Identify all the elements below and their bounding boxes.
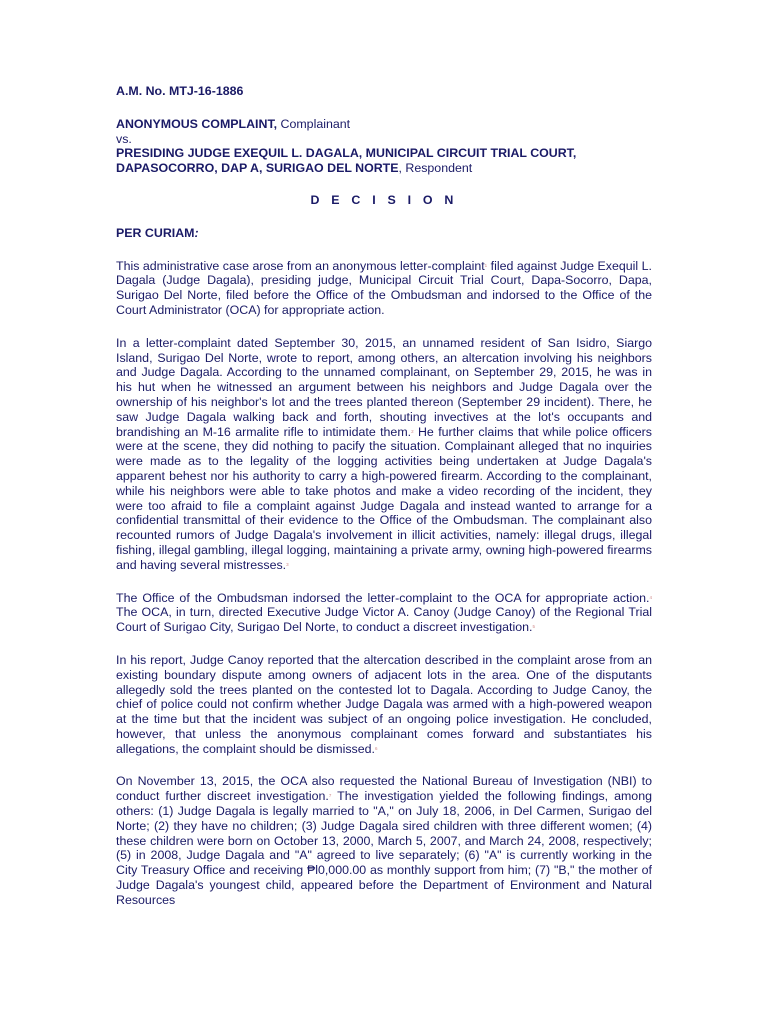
per-curiam-colon: : (194, 225, 199, 240)
body-paragraph (116, 336, 652, 573)
paragraph-text: The investigation yielded the following findings, among others: (1) Judge Dagala is legally married to "A," on July 18, 2006, in Del Carmen, Surigao del Norte; (2) they have no children; (3) Judge Dagala sired children with three different women; (4) these children were born on October 13, 2000, March 5, 2007, and March 24, 2008, respectively; (5) in 2008, Judge Dagala and "A" agreed to live separately; (6) "A" is currently working in the City Treasury Office and receiving ₱l0,000.00 as monthly support from him; (7) "B," the mother of Judge Dagala's youngest child, appeared before the Department of Environment and Natural Resources (116, 789, 652, 907)
respondent-name: PRESIDING JUDGE EXEQUIL L. DAGALA, MUNICIPAL CIRCUIT TRIAL COURT, DAPASOCORRO, DAP A, SURIGAO DEL NORTE (116, 146, 577, 176)
body-paragraph (116, 774, 652, 907)
case-number: A.M. No. MTJ-16-1886 (116, 84, 244, 98)
footnote-marker[interactable]: 4 (649, 594, 652, 600)
respondent-line (116, 146, 652, 176)
body-paragraph (116, 259, 652, 318)
footnote-marker[interactable]: 2 (411, 428, 414, 434)
per-curiam-label: PER CURIAM (116, 225, 195, 240)
paragraph-text: filed against Judge Exequil L. Dagala (Judge Dagala), presiding judge, Municipal Circuit Trial Court, Dapa-Socorro, Dapa, Surigao Del Norte, filed before the Office of the Ombudsman and indorsed to the Office of the Court Administrator (OCA) for appropriate action. (116, 258, 652, 317)
paragraph-text: On November 13, 2015, the OCA also requested the National Bureau of Investigation (NBI) to conduct further discreet investigation. (116, 774, 652, 804)
footnote-marker[interactable]: 7 (328, 793, 332, 799)
footnote-marker[interactable]: 3 (286, 561, 289, 567)
case-parties (116, 117, 652, 176)
footnote-marker[interactable]: 6 (374, 745, 378, 751)
complainant-role: Complainant (277, 116, 351, 131)
respondent-role: , Respondent (398, 161, 473, 176)
paragraph-text: The OCA, in turn, directed Executive Judge Victor A. Canoy (Judge Canoy) of the Regional Trial Court of Surigao City, Surigao Del Norte, to conduct a discreet investigation. (116, 605, 652, 635)
complainant-name: ANONYMOUS COMPLAINT, (116, 116, 278, 131)
complainant-line (116, 117, 652, 132)
paragraph-text: This administrative case arose from an anonymous letter-complaint (116, 258, 485, 273)
body-paragraph (116, 653, 652, 757)
versus-label: vs. (116, 131, 132, 146)
paragraph-text: In a letter-complaint dated September 30, 2015, an unnamed resident of San Isidro, Siargo Island, Surigao Del Norte, wrote to report, among others, an altercation involving his neighbors and Judge Dagala. According to the unnamed complainant, on September 29, 2015, he was in his hut when he witnessed an argument between his neighbors and Judge Dagala over the ownership of his neighbor's lot and the trees planted thereon (September 29 incident). There, he saw Judge Dagala walking back and forth, shouting invectives at the lot's occupants and brandishing an M-16 armalite rifle to intimidate them. (116, 335, 652, 439)
decision-body (116, 259, 652, 908)
footnote-marker[interactable]: 5 (532, 624, 535, 630)
footnote-marker[interactable]: 1 (484, 262, 488, 268)
body-paragraph (116, 591, 652, 635)
decision-heading: D E C I S I O N (310, 192, 458, 207)
paragraph-text: The Office of the Ombudsman indorsed the letter-complaint to the OCA for appropriate action. (116, 590, 650, 605)
paragraph-text: He further claims that while police officers were at the scene, they did nothing to pacify the situation. Complainant alleged that no inquiries were made as to the legality of the logging activities being undertaken at Judge Dagala's apparent behest nor his authority to carry a high-powered firearm. According to the complainant, while his neighbors were able to take photos and make a video recording of the incident, they were too afraid to file a complaint against Judge Dagala and instead wanted to arrange for a confidential transmittal of their evidence to the Office of the Ombudsman. The complainant also recounted rumors of Judge Dagala's involvement in illicit activities, namely: illegal drugs, illegal fishing, illegal gambling, illegal logging, maintaining a private army, owning high-powered firearms and having several mistresses. (116, 424, 652, 572)
decision-document (116, 84, 652, 908)
paragraph-text: In his report, Judge Canoy reported that the altercation described in the complaint arose from an existing boundary dispute among owners of adjacent lots in the area. One of the disputants allegedly sold the trees planted on the contested lot to Dagala. According to Judge Canoy, the chief of police could not confirm whether Judge Dagala was armed with a high-powered weapon at the time but that the incident was subject of an ongoing police investigation. He concluded, however, that unless the anonymous complainant comes forward and substantiates his allegations, the complaint should be dismissed. (116, 652, 652, 756)
per-curiam-heading (116, 226, 652, 241)
